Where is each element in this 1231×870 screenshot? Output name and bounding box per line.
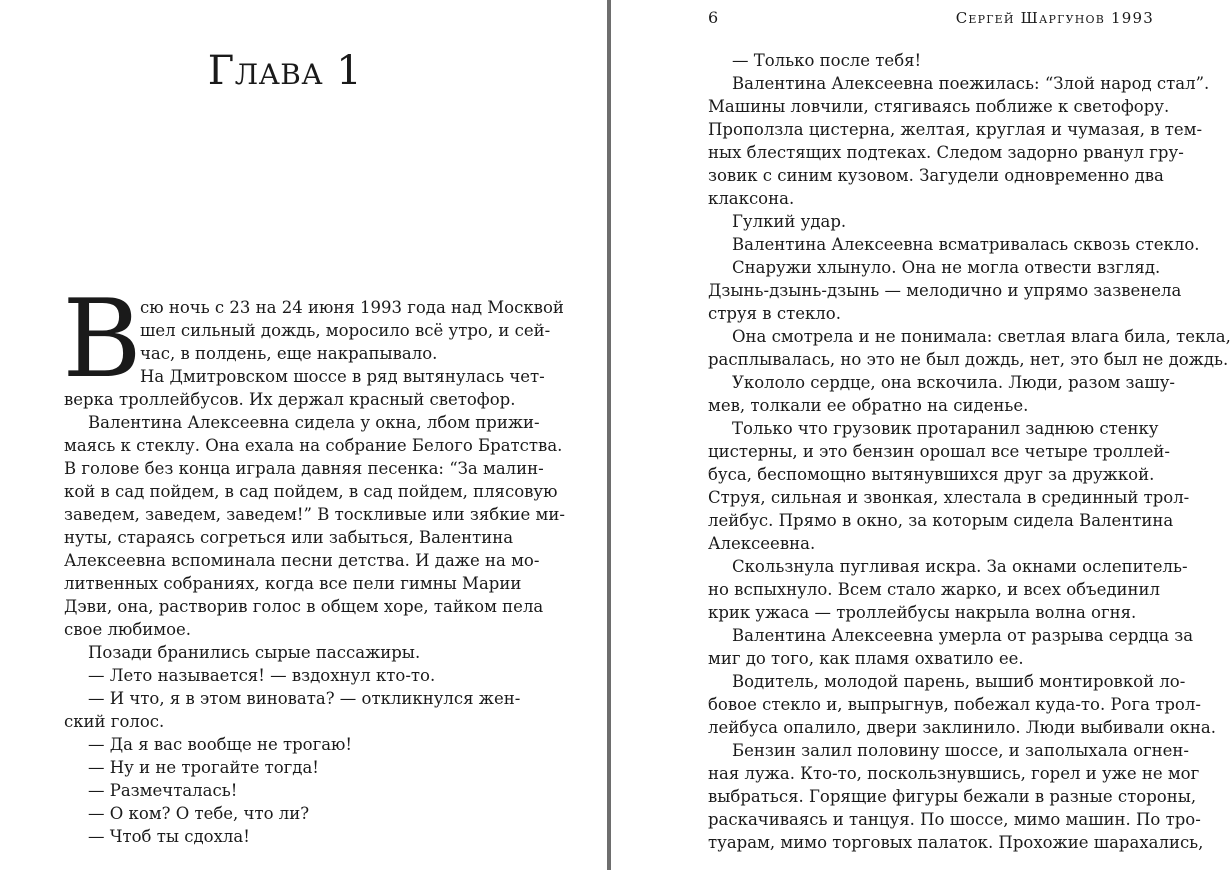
book-spine — [607, 0, 611, 870]
text-line: Гулкий удар. — [732, 212, 847, 231]
text-line: Дэви, она, растворив голос в общем хоре, тайком пела — [64, 597, 544, 616]
text-line: Скользнула пугливая искра. За окнами ослепитель- — [732, 557, 1188, 576]
text-line: Дзынь-дзынь-дзынь — мелодично и упрямо зазвенела — [708, 281, 1182, 300]
text-line: На Дмитровском шоссе в ряд вытянулась чет- — [140, 367, 545, 386]
text-line: — Лето называется! — вздохнул кто-то. — [88, 666, 436, 685]
text-line: Укололо сердце, она вскочила. Люди, разом зашу- — [732, 373, 1175, 392]
text-line: Алексеевна. — [708, 534, 816, 553]
text-line: Струя, сильная и звонкая, хлестала в срединный трол- — [708, 488, 1190, 507]
text-line: Валентина Алексеевна сидела у окна, лбом прижи- — [88, 413, 540, 432]
text-line: кой в сад пойдем, в сад пойдем, в сад пойдем, плясовую — [64, 482, 558, 501]
text-line: маясь к стеклу. Она ехала на собрание Белого Братства. — [64, 436, 563, 455]
text-line: — Чтоб ты сдохла! — [88, 827, 250, 846]
chapter-title: Глава 1 — [207, 48, 363, 94]
text-line: — И что, я в этом виновата? — откликнулся жен- — [88, 689, 521, 708]
text-line: клаксона. — [708, 189, 795, 208]
text-line: струя в стекло. — [708, 304, 841, 323]
text-line: Позади бранились сырые пассажиры. — [88, 643, 421, 662]
text-line: зовик с синим кузовом. Загудели одновременно два — [708, 166, 1164, 185]
text-line: лейбуса опалило, двери заклинило. Люди выбивали окна. — [708, 718, 1216, 737]
text-line: миг до того, как пламя охватило ее. — [708, 649, 1024, 668]
text-line: Водитель, молодой парень, вышиб монтировкой ло- — [732, 672, 1186, 691]
text-line: но вспыхнуло. Всем стало жарко, и всех объединил — [708, 580, 1160, 599]
text-line: туарам, мимо торговых палаток. Прохожие шарахались, — [708, 833, 1204, 852]
text-line: — Размечталась! — [88, 781, 238, 800]
text-line: — О ком? О тебе, что ли? — [88, 804, 310, 823]
text-line: ский голос. — [64, 712, 165, 731]
text-line: литвенных собраниях, когда все пели гимны Марии — [64, 574, 522, 593]
text-line: Только что грузовик протаранил заднюю стенку — [732, 419, 1159, 438]
drop-cap: В — [62, 277, 142, 402]
text-line: ных блестящих подтеках. Следом задорно рванул гру- — [708, 143, 1184, 162]
text-line: цистерны, и это бензин орошал все четыре троллей- — [708, 442, 1170, 461]
text-line: Валентина Алексеевна умерла от разрыва сердца за — [732, 626, 1194, 645]
text-line: лейбус. Прямо в окно, за которым сидела Валентина — [708, 511, 1174, 530]
text-line: час, в полдень, еще накрапывало. — [140, 344, 438, 363]
text-line: расплывалась, но это не был дождь, нет, это был не дождь. — [708, 350, 1229, 369]
text-line: В голове без конца играла давняя песенка: “За малин- — [64, 459, 544, 478]
text-line: раскачиваясь и танцуя. По шоссе, мимо машин. По тро- — [708, 810, 1201, 829]
text-line: Валентина Алексеевна всматривалась сквозь стекло. — [732, 235, 1200, 254]
text-line: шел сильный дождь, моросило всё утро, и сей- — [140, 321, 551, 340]
text-line: мев, толкали ее обратно на сиденье. — [708, 396, 1029, 415]
text-line: Машины ловчили, стягиваясь поближе к светофору. — [708, 97, 1170, 116]
text-line: — Ну и не трогайте тогда! — [88, 758, 319, 777]
text-line: — Да я вас вообще не трогаю! — [88, 735, 353, 754]
text-line: буса, беспомощно вытянувшихся друг за дружкой. — [708, 465, 1155, 484]
page-number: 6 — [708, 8, 719, 27]
text-line: Она смотрела и не понимала: светлая влага била, текла, — [732, 327, 1231, 346]
text-line: крик ужаса — троллейбусы накрыла волна огня. — [708, 603, 1137, 622]
text-line: верка троллейбусов. Их держал красный светофор. — [64, 390, 516, 409]
text-line: свое любимое. — [64, 620, 192, 639]
text-line: Бензин залил половину шоссе, и заполыхала огнен- — [732, 741, 1190, 760]
text-line: Алексеевна вспоминала песни детства. И даже на мо- — [64, 551, 540, 570]
text-line: выбраться. Горящие фигуры бежали в разные стороны, — [708, 787, 1197, 806]
text-line: сю ночь с 23 на 24 июня 1993 года над Москвой — [140, 298, 564, 317]
text-line: бовое стекло и, выпрыгнув, побежал куда-то. Рога трол- — [708, 695, 1201, 714]
text-line: заведем, заведем, заведем!” В тоскливые или зябкие ми- — [64, 505, 565, 524]
text-line: Проползла цистерна, желтая, круглая и чумазая, в тем- — [708, 120, 1203, 139]
left-page — [0, 0, 608, 870]
text-line: Валентина Алексеевна поежилась: “Злой народ стал”. — [732, 74, 1210, 93]
text-line: нуты, стараясь согреться или забыться, Валентина — [64, 528, 514, 547]
right-page — [612, 0, 1231, 870]
text-line: ная лужа. Кто-то, поскользнувшись, горел и уже не мог — [708, 764, 1200, 783]
running-head: Сергей Шаргунов 1993 — [955, 9, 1154, 27]
text-line: Снаружи хлынуло. Она не могла отвести взгляд. — [732, 258, 1161, 277]
text-line: — Только после тебя! — [732, 51, 922, 70]
